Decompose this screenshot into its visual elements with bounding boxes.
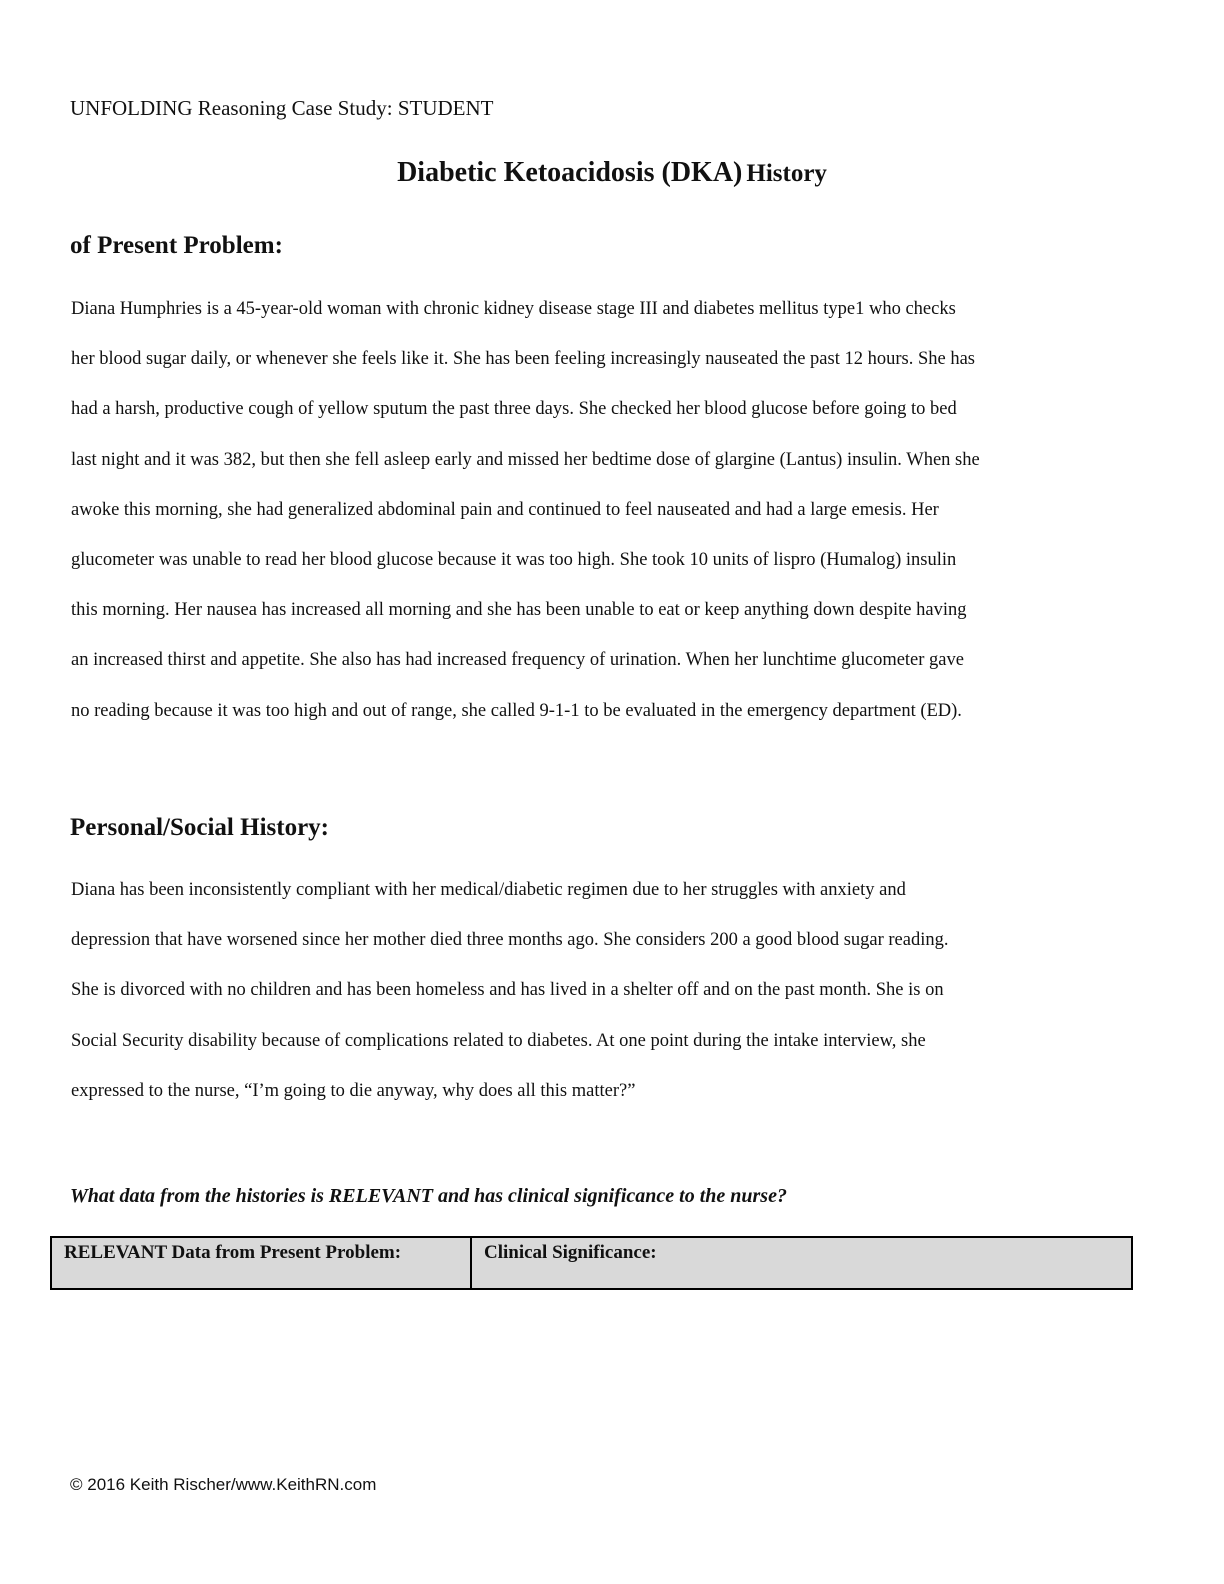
table-header-clinical-significance: Clinical Significance: [484,1242,657,1263]
paragraph-line: an increased thirst and appetite. She also has had increased frequency of urination. When her lunchtime glucometer gave [71,650,964,671]
paragraph-line: expressed to the nurse, “I’m going to die anyway, why does all this matter?” [71,1080,636,1101]
social-history-heading: Personal/Social History: [70,814,329,841]
title-suffix-text: History [746,160,827,187]
paragraph-line: her blood sugar daily, or whenever she feels like it. She has been feeling increasingly nauseated the past 12 hours. She has [71,349,976,370]
relevance-question: What data from the histories is RELEVANT and has clinical significance to the nurse? [70,1185,787,1207]
present-problem-paragraph [71,284,1141,736]
paragraph-line: Social Security disability because of complications related to diabetes. At one point during the intake interview, she [71,1030,926,1051]
relevant-data-table [50,1236,1133,1290]
paragraph-line: glucometer was unable to read her blood glucose because it was too high. She took 10 units of lispro (Humalog) insulin [71,550,957,571]
paragraph-line: Diana has been inconsistently compliant with her medical/diabetic regimen due to her struggles with anxiety and [71,880,906,900]
copyright-footer: © 2016 Keith Rischer/www.KeithRN.com [70,1475,377,1494]
social-history-paragraph [71,865,1141,1116]
document-title [0,157,1224,189]
paragraph-line: Diana Humphries is a 45-year-old woman with chronic kidney disease stage III and diabetes mellitus type1 who checks [71,299,956,319]
title-main-text: Diabetic Ketoacidosis (DKA) [397,157,743,188]
paragraph-line: depression that have worsened since her mother died three months ago. She considers 200 a good blood sugar reading. [71,930,949,951]
case-study-header: UNFOLDING Reasoning Case Study: STUDENT [70,96,494,120]
paragraph-line: no reading because it was too high and out of range, she called 9-1-1 to be evaluated in the emergency department (ED). [71,700,962,721]
present-problem-heading: of Present Problem: [70,232,283,259]
paragraph-line: last night and it was 382, but then she fell asleep early and missed her bedtime dose of glargine (Lantus) insulin. When she [71,449,980,470]
paragraph-line: She is divorced with no children and has been homeless and has lived in a shelter off and on the past month. She is on [71,980,944,1001]
paragraph-line: had a harsh, productive cough of yellow sputum the past three days. She checked her blood glucose before going to bed [71,399,957,420]
paragraph-line: this morning. Her nausea has increased all morning and she has been unable to eat or keep anything down despite having [71,600,967,621]
paragraph-line: awoke this morning, she had generalized abdominal pain and continued to feel nauseated and had a large emesis. Her [71,499,939,520]
table-header-relevant-data: RELEVANT Data from Present Problem: [52,1238,472,1288]
